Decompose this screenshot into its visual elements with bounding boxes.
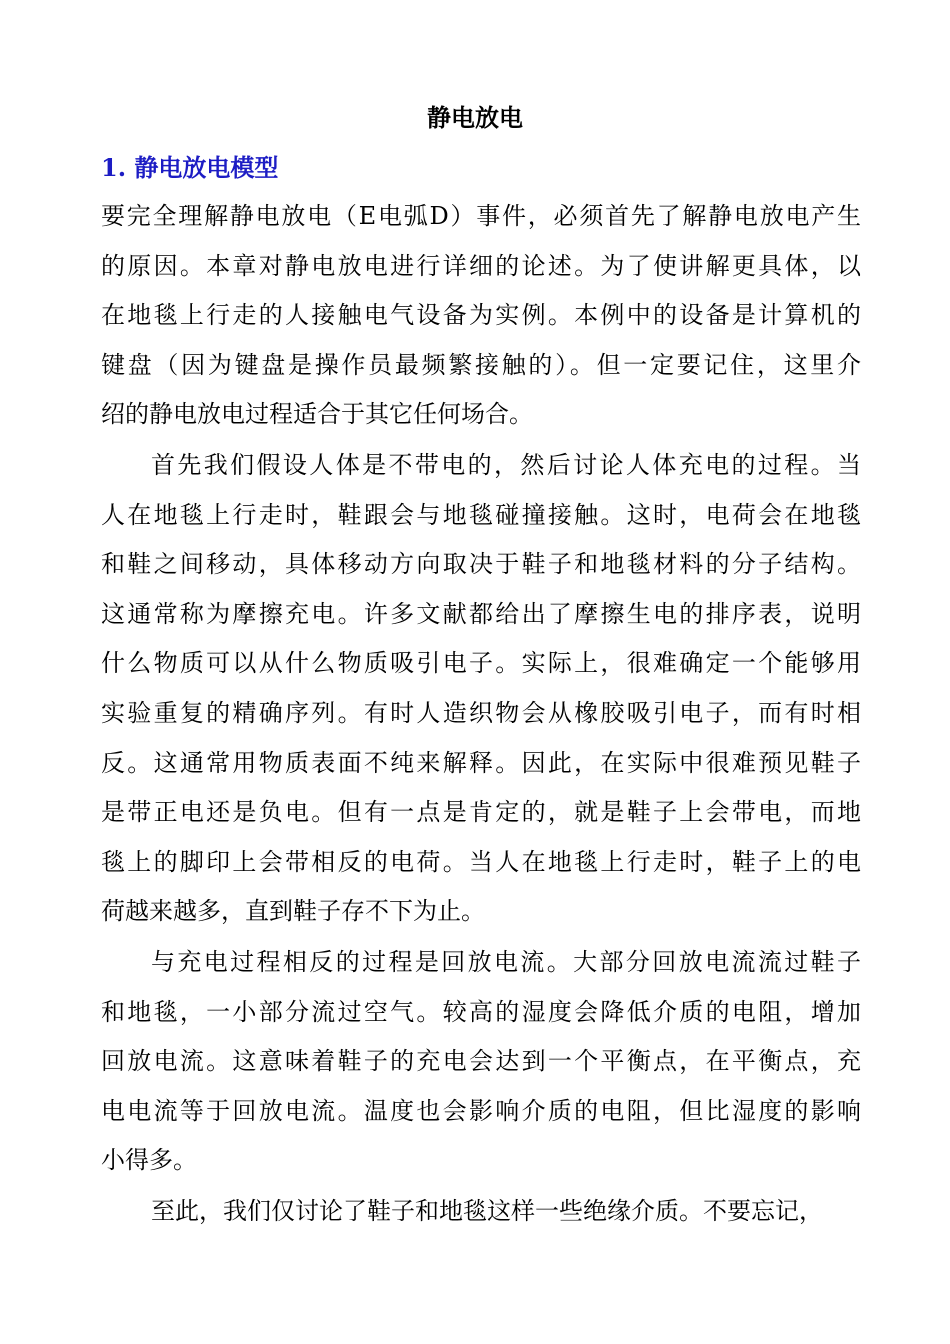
text-line: 要完全理解静电放电（E电弧D）事件，必须首先了解静电放电产生 [101, 202, 861, 230]
text-line: 毯上的脚印上会带相反的电荷。当人在地毯上行走时，鞋子上的电 [101, 847, 861, 876]
text-line: 回放电流。这意味着鞋子的充电会达到一个平衡点，在平衡点，充 [101, 1047, 861, 1076]
document-title: 静电放电 [427, 103, 523, 132]
text-line: 小得多。 [101, 1146, 197, 1175]
text-line: 和地毯，一小部分流过空气。较高的湿度会降低介质的电阻，增加 [101, 997, 861, 1026]
text-line: 键盘（因为键盘是操作员最频繁接触的）。但一定要记住，这里介 [101, 350, 861, 379]
text-line: 是带正电还是负电。但有一点是肯定的，就是鞋子上会带电，而地 [101, 798, 861, 827]
text-line: 和鞋之间移动，具体移动方向取决于鞋子和地毯材料的分子结构。 [101, 550, 861, 579]
text-line: 荷越来越多，直到鞋子存不下为止。 [101, 897, 485, 926]
text-line: 电电流等于回放电流。温度也会影响介质的电阻，但比湿度的影响 [101, 1096, 861, 1125]
paragraph-3 [101, 938, 861, 1186]
text-line: 什么物质可以从什么物质吸引电子。实际上，很难确定一个能够用 [101, 649, 861, 678]
text-line: 这通常称为摩擦充电。许多文献都给出了摩擦生电的排序表，说明 [101, 599, 861, 628]
text-line: 至此，我们仅讨论了鞋子和地毯这样一些绝缘介质。不要忘记， [151, 1197, 823, 1225]
text-line: 反。这通常用物质表面不纯来解释。因此，在实际中很难预见鞋子 [101, 748, 861, 777]
text-line: 与充电过程相反的过程是回放电流。大部分回放电流流过鞋子 [151, 948, 861, 976]
paragraph-1 [101, 192, 861, 440]
text-line: 首先我们假设人体是不带电的，然后讨论人体充电的过程。当 [151, 451, 861, 479]
section-heading: 1. 静电放电模型 [101, 153, 279, 182]
paragraph-4 [101, 1187, 861, 1237]
text-line: 实验重复的精确序列。有时人造织物会从橡胶吸引电子，而有时相 [101, 698, 861, 727]
text-line: 在地毯上行走的人接触电气设备为实例。本例中的设备是计算机的 [101, 301, 861, 330]
text-line: 人在地毯上行走时，鞋跟会与地毯碰撞接触。这时，电荷会在地毯 [101, 500, 861, 529]
text-line: 绍的静电放电过程适合于其它任何场合。 [101, 400, 533, 429]
paragraph-2 [101, 441, 861, 937]
text-line: 的原因。本章对静电放电进行详细的论述。为了使讲解更具体，以 [101, 251, 861, 280]
